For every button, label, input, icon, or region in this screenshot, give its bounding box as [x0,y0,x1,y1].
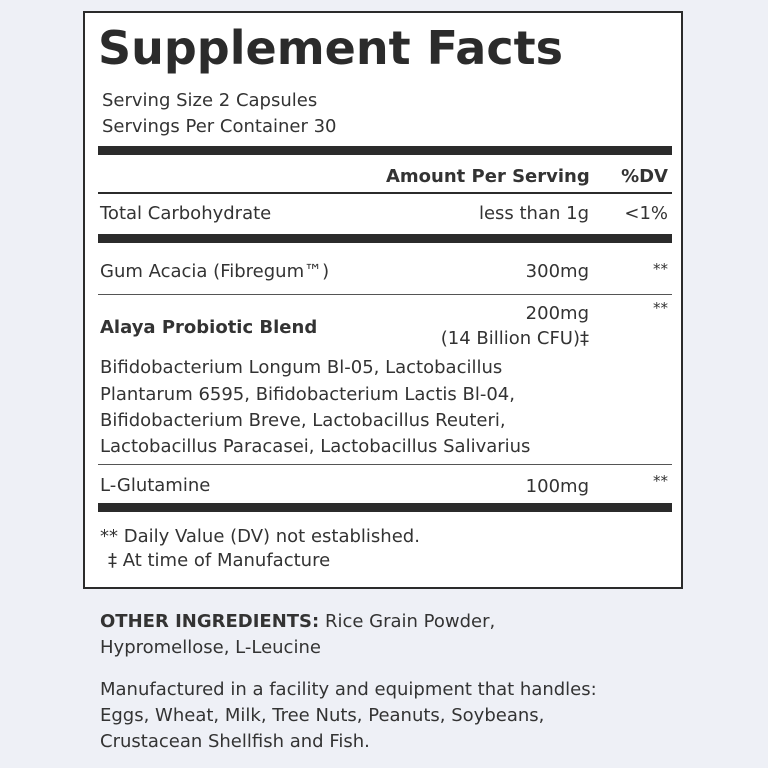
supplement-facts-panel [83,11,683,589]
divider [98,192,672,194]
allergen-line: Manufactured in a facility and equipment that handles: [100,679,597,700]
header-amount: Amount Per Serving [386,166,590,187]
row-dv-total-carbohydrate: <1% [624,203,668,224]
row-name-gum-acacia: Gum Acacia (Fibregum™) [100,261,330,282]
other-ingredients-line2: Hypromellose, L-Leucine [100,637,321,658]
row-dv-l-glutamine: ** [653,472,668,490]
divider [98,294,672,295]
header-dv: %DV [621,166,668,187]
servings-per-container: Servings Per Container 30 [102,116,337,137]
row-amount-probiotic: 200mg [525,303,589,324]
strain-line: Bifidobacterium Breve, Lactobacillus Reuteri, [100,410,506,431]
other-ingredients-text: Rice Grain Powder, [324,611,496,632]
thick-divider [98,503,672,512]
thick-divider [98,234,672,243]
strain-line: Lactobacillus Paracasei, Lactobacillus Salivarius [100,436,531,457]
other-ingredients-label: OTHER INGREDIENTS: [100,611,320,632]
row-amount-total-carbohydrate: less than 1g [478,203,589,224]
other-ingredients-line1 [100,610,495,634]
allergen-line: Crustacean Shellfish and Fish. [100,731,370,752]
strain-line: Plantarum 6595, Bifidobacterium Lactis Bl-04, [100,384,515,405]
row-dv-gum-acacia: ** [653,260,668,278]
row-amount-l-glutamine: 100mg [525,476,589,497]
row-name-probiotic: Alaya Probiotic Blend [100,317,318,338]
strain-line: Bifidobacterium Longum Bl-05, Lactobacillus [100,357,503,378]
panel-title: Supplement Facts [98,21,563,75]
row-name-total-carbohydrate: Total Carbohydrate [100,203,272,224]
allergen-line: Eggs, Wheat, Milk, Tree Nuts, Peanuts, Soybeans, [100,705,545,726]
footnote-manufacture: ‡ At time of Manufacture [108,550,331,571]
row-amount-sub-probiotic: (14 Billion CFU)‡ [440,328,589,349]
row-name-l-glutamine: L-Glutamine [100,475,211,496]
serving-size: Serving Size 2 Capsules [102,90,318,111]
footnote-dv: ** Daily Value (DV) not established. [100,526,420,547]
divider [98,464,672,465]
thick-divider [98,146,672,155]
row-dv-probiotic: ** [653,299,668,317]
row-amount-gum-acacia: 300mg [525,261,589,282]
